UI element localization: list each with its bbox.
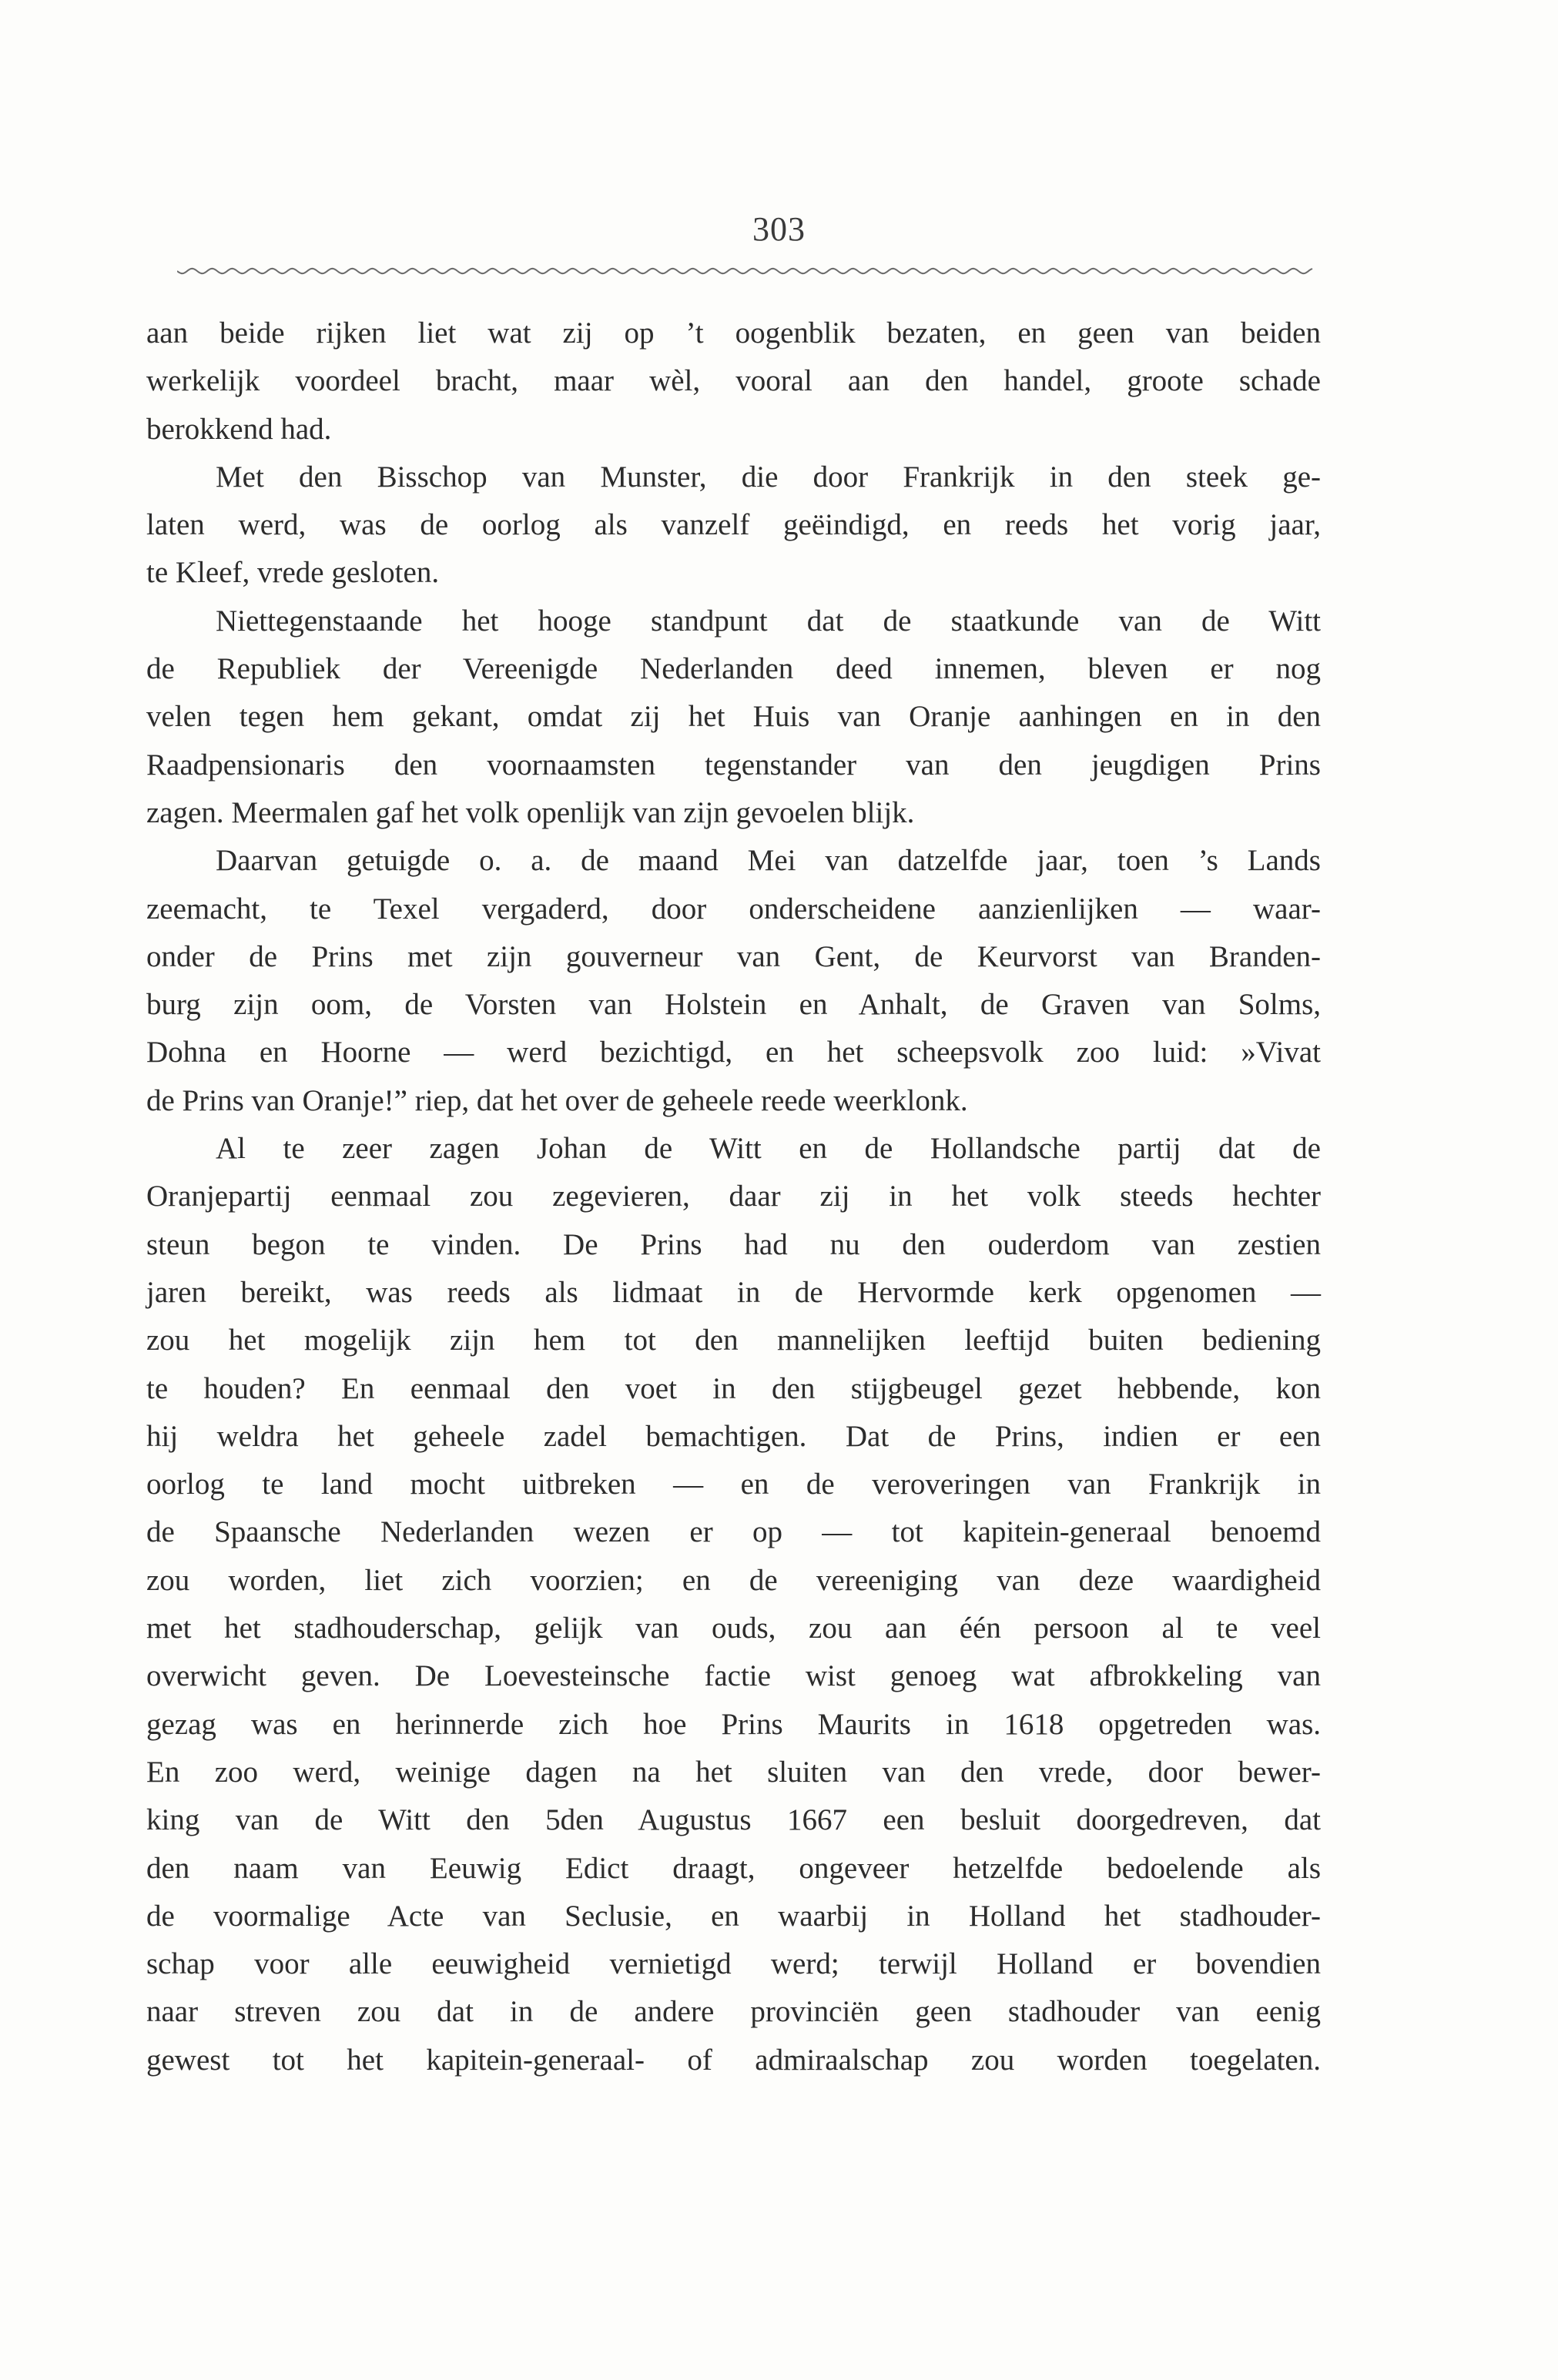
- text-line: de Republiek der Vereenigde Nederlanden deed innemen, bleven er nog: [146, 652, 1321, 686]
- text-line: zou worden, liet zich voorzien; en de vereeniging van deze waardigheid: [146, 1563, 1321, 1597]
- text-line: oorlog te land mocht uitbreken — en de veroveringen van Frankrijk in: [146, 1468, 1321, 1501]
- page-number: 303: [752, 210, 806, 248]
- text-line: hij weldra het geheele zadel bemachtigen. Dat de Prins, indien er een: [146, 1419, 1321, 1453]
- text-line: Al te zeer zagen Johan de Witt en de Hollandsche partij dat de: [216, 1132, 1321, 1166]
- text-line: onder de Prins met zijn gouverneur van Gent, de Keurvorst van Branden-: [146, 939, 1321, 973]
- text-line: zou het mogelijk zijn hem tot den mannelijken leeftijd buiten bediening: [146, 1324, 1321, 1357]
- text-line: overwicht geven. De Loevesteinsche factie wist genoeg wat afbrokkeling van: [146, 1659, 1321, 1693]
- text-line: de Prins van Oranje!” riep, dat het over de geheele reede weerklonk.: [146, 1083, 968, 1117]
- text-line: king van de Witt den 5den Augustus 1667 een besluit doorgedreven, dat: [146, 1803, 1321, 1837]
- text-line: En zoo werd, weinige dagen na het sluiten van den vrede, door bewer-: [146, 1755, 1321, 1789]
- text-line: burg zijn oom, de Vorsten van Holstein en Anhalt, de Graven van Solms,: [146, 988, 1321, 1022]
- text-line: zagen. Meermalen gaf het volk openlijk van zijn gevoelen blijk.: [146, 795, 915, 829]
- body-text: [146, 310, 1321, 2084]
- text-line: de voormalige Acte van Seclusie, en waarbij in Holland het stadhouder-: [146, 1899, 1321, 1933]
- text-line: te houden? En eenmaal den voet in den stijgbeugel gezet hebbende, kon: [146, 1371, 1321, 1405]
- text-line: met het stadhouderschap, gelijk van ouds, zou aan één persoon al te veel: [146, 1612, 1321, 1645]
- text-line: gezag was en herinnerde zich hoe Prins Maurits in 1618 opgetreden was.: [146, 1707, 1321, 1741]
- text-line: de Spaansche Nederlanden wezen er op — tot kapitein-generaal benoemd: [146, 1515, 1321, 1549]
- text-line: gewest tot het kapitein-generaal- of admiraalschap zou worden toegelaten.: [146, 2043, 1321, 2077]
- text-line: werkelijk voordeel bracht, maar wèl, vooral aan den handel, groote schade: [146, 364, 1321, 398]
- text-line: berokkend had.: [146, 412, 332, 446]
- text-line: jaren bereikt, was reeds als lidmaat in de Hervormde kerk opgenomen —: [146, 1275, 1321, 1309]
- decorative-wavy-rule: [177, 266, 1313, 276]
- text-line: schap voor alle eeuwigheid vernietigd werd; terwijl Holland er bovendien: [146, 1947, 1321, 1981]
- text-line: zeemacht, te Texel vergaderd, door onderscheidene aanzienlijken — waar-: [146, 892, 1321, 926]
- text-line: Met den Bisschop van Munster, die door Frankrijk in den steek ge-: [216, 460, 1321, 494]
- text-line: te Kleef, vrede gesloten.: [146, 556, 440, 590]
- text-line: steun begon te vinden. De Prins had nu den ouderdom van zestien: [146, 1227, 1321, 1261]
- text-line: Daarvan getuigde o. a. de maand Mei van datzelfde jaar, toen ’s Lands: [216, 844, 1321, 878]
- text-line: naar streven zou dat in de andere provinciën geen stadhouder van eenig: [146, 1995, 1321, 2029]
- text-line: Oranjepartij eenmaal zou zegevieren, daar zij in het volk steeds hechter: [146, 1180, 1321, 1213]
- text-line: Raadpensionaris den voornaamsten tegenstander van den jeugdigen Prins: [146, 748, 1321, 782]
- text-line: aan beide rijken liet wat zij op ’t oogenblik bezaten, en geen van beiden: [146, 316, 1321, 350]
- text-line: den naam van Eeuwig Edict draagt, ongeveer hetzelfde bedoelende als: [146, 1851, 1321, 1885]
- text-line: Dohna en Hoorne — werd bezichtigd, en het scheepsvolk zoo luid: »Vivat: [146, 1036, 1321, 1069]
- text-line: velen tegen hem gekant, omdat zij het Huis van Oranje aanhingen en in den: [146, 700, 1321, 734]
- text-line: laten werd, was de oorlog als vanzelf geëindigd, en reeds het vorig jaar,: [146, 508, 1321, 542]
- text-line: Niettegenstaande het hooge standpunt dat de staatkunde van de Witt: [216, 604, 1321, 638]
